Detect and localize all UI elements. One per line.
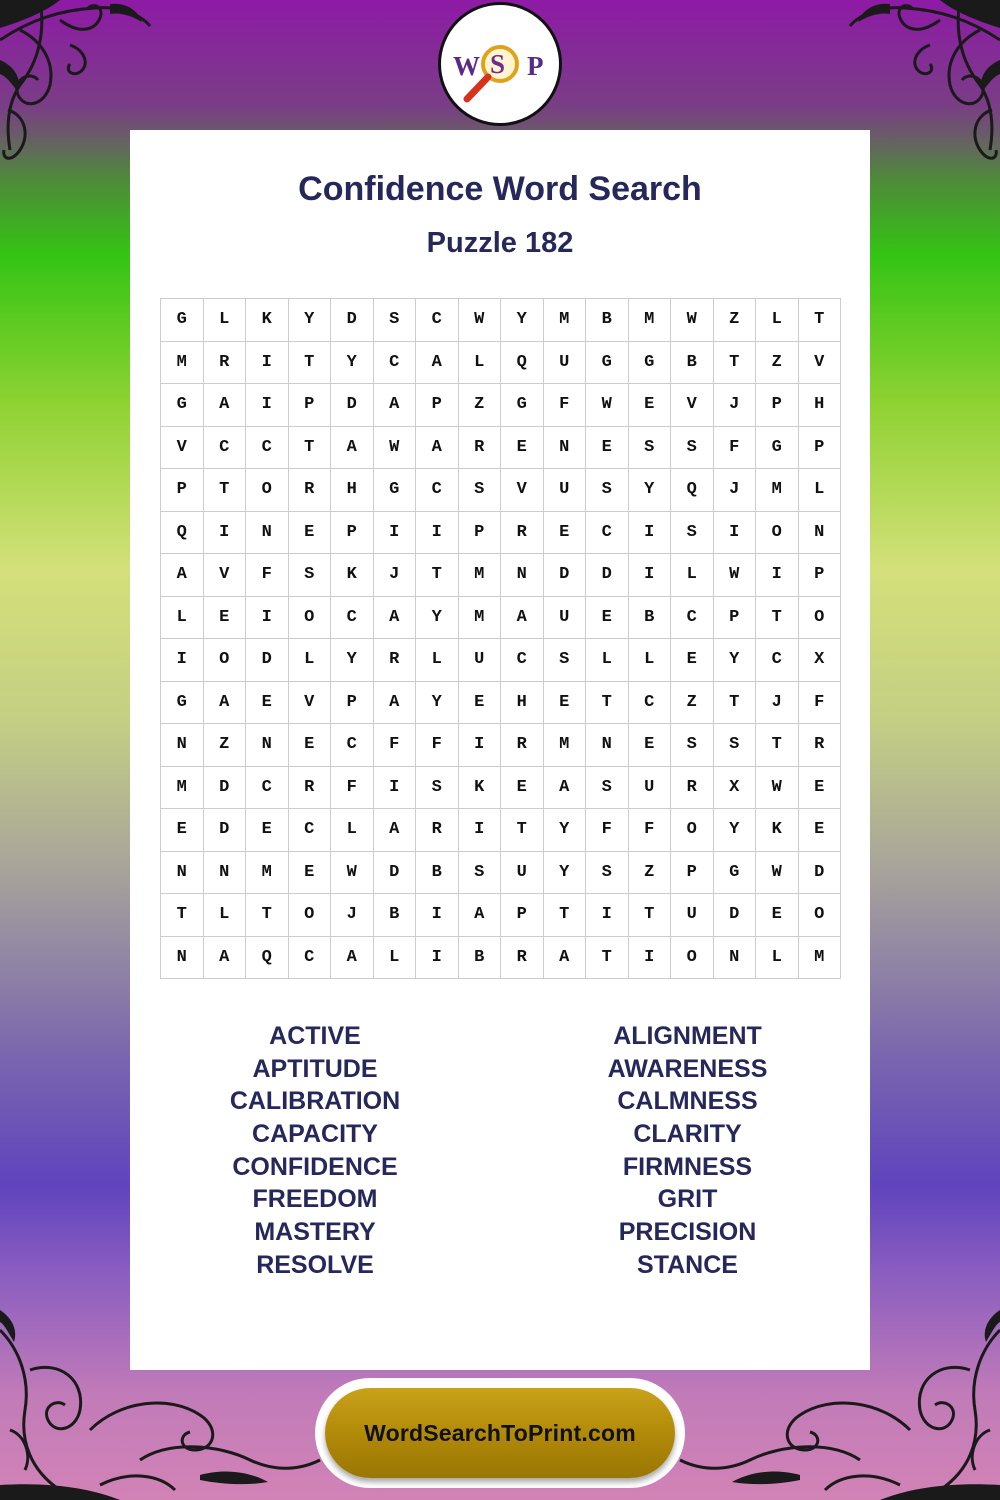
grid-cell[interactable]: I (459, 809, 502, 852)
grid-cell[interactable]: H (799, 384, 842, 427)
word-list-item: CALMNESS (617, 1087, 758, 1116)
grid-cell[interactable]: E (544, 512, 587, 555)
grid-cell[interactable]: T (586, 937, 629, 980)
grid-cell[interactable]: R (799, 724, 842, 767)
grid-cell[interactable]: G (586, 342, 629, 385)
grid-cell[interactable]: Y (544, 809, 587, 852)
grid-cell[interactable]: I (629, 512, 672, 555)
grid-cell[interactable]: Q (246, 937, 289, 980)
grid-cell[interactable]: C (289, 809, 332, 852)
grid-cell[interactable]: E (204, 597, 247, 640)
grid-cell[interactable]: A (204, 384, 247, 427)
grid-cell[interactable]: N (246, 724, 289, 767)
grid-cell[interactable]: T (161, 894, 204, 937)
grid-cell[interactable]: W (714, 554, 757, 597)
word-list-item: RESOLVE (256, 1250, 374, 1279)
grid-cell[interactable]: C (416, 299, 459, 342)
grid-cell[interactable]: S (586, 469, 629, 512)
grid-cell[interactable]: F (629, 809, 672, 852)
grid-cell[interactable]: T (544, 894, 587, 937)
grid-cell[interactable]: I (416, 512, 459, 555)
grid-cell[interactable]: W (331, 852, 374, 895)
grid-cell[interactable]: E (246, 809, 289, 852)
grid-cell[interactable]: D (714, 894, 757, 937)
grid-cell[interactable]: Y (629, 469, 672, 512)
puzzle-title: Confidence Word Search (298, 170, 702, 208)
grid-cell[interactable]: M (629, 299, 672, 342)
grid-cell[interactable]: S (586, 767, 629, 810)
grid-cell[interactable]: G (629, 342, 672, 385)
grid-cell[interactable]: D (374, 852, 417, 895)
grid-cell[interactable]: E (161, 809, 204, 852)
grid-cell[interactable]: I (374, 512, 417, 555)
grid-cell[interactable]: E (756, 894, 799, 937)
grid-cell[interactable]: T (714, 342, 757, 385)
grid-cell[interactable]: D (799, 852, 842, 895)
word-list-item: ALIGNMENT (613, 1022, 762, 1050)
grid-cell[interactable]: T (799, 299, 842, 342)
grid-cell[interactable]: A (374, 682, 417, 725)
grid-cell[interactable]: U (671, 894, 714, 937)
grid-cell[interactable]: S (714, 724, 757, 767)
grid-cell[interactable]: S (459, 852, 502, 895)
grid-cell[interactable]: E (629, 384, 672, 427)
grid-cell[interactable]: F (799, 682, 842, 725)
grid-cell[interactable]: L (289, 639, 332, 682)
grid-cell[interactable]: D (331, 299, 374, 342)
grid-cell[interactable]: U (544, 342, 587, 385)
grid-cell[interactable]: V (671, 384, 714, 427)
grid-cell[interactable]: C (416, 469, 459, 512)
grid-cell[interactable]: Q (501, 342, 544, 385)
grid-cell[interactable]: O (756, 512, 799, 555)
word-list-item: CAPACITY (252, 1120, 378, 1149)
site-link-button[interactable] (325, 1388, 675, 1478)
grid-cell[interactable]: E (799, 809, 842, 852)
grid-cell[interactable]: P (756, 384, 799, 427)
word-list-item: CALIBRATION (229, 1087, 401, 1116)
grid-cell[interactable]: R (204, 342, 247, 385)
grid-cell[interactable]: M (459, 554, 502, 597)
grid-cell[interactable]: A (161, 554, 204, 597)
grid-cell[interactable]: S (671, 512, 714, 555)
grid-cell[interactable]: S (459, 469, 502, 512)
grid-cell[interactable]: I (161, 639, 204, 682)
grid-cell[interactable]: A (416, 427, 459, 470)
logo-letter-w: W (453, 51, 480, 81)
grid-cell[interactable]: S (586, 852, 629, 895)
grid-cell[interactable]: O (799, 597, 842, 640)
grid-cell[interactable]: V (799, 342, 842, 385)
grid-cell[interactable]: I (629, 937, 672, 980)
grid-cell[interactable]: A (374, 809, 417, 852)
logo-letter-s: S (490, 49, 506, 79)
grid-cell[interactable]: P (799, 554, 842, 597)
grid-cell[interactable]: T (289, 342, 332, 385)
grid-cell[interactable]: S (544, 639, 587, 682)
grid-cell[interactable]: A (544, 767, 587, 810)
grid-cell[interactable]: I (629, 554, 672, 597)
grid-cell[interactable]: D (331, 384, 374, 427)
grid-cell[interactable]: E (629, 724, 672, 767)
grid-cell[interactable]: B (416, 852, 459, 895)
grid-cell[interactable]: F (331, 767, 374, 810)
grid-cell[interactable]: I (416, 937, 459, 980)
grid-cell[interactable]: D (204, 809, 247, 852)
grid-cell[interactable]: L (204, 894, 247, 937)
word-list-item: MASTERY (254, 1218, 376, 1247)
grid-cell[interactable]: D (544, 554, 587, 597)
grid-cell[interactable]: S (289, 554, 332, 597)
grid-cell[interactable]: U (501, 852, 544, 895)
grid-cell[interactable]: Y (331, 342, 374, 385)
grid-cell[interactable]: B (586, 299, 629, 342)
grid-cell[interactable]: G (161, 682, 204, 725)
grid-cell[interactable]: F (714, 427, 757, 470)
grid-cell[interactable]: M (246, 852, 289, 895)
grid-cell[interactable]: I (204, 512, 247, 555)
grid-cell[interactable]: L (459, 342, 502, 385)
grid-cell[interactable]: R (289, 469, 332, 512)
grid-cell[interactable]: M (459, 597, 502, 640)
footer-badge (315, 1378, 685, 1488)
grid-cell[interactable]: N (714, 937, 757, 980)
word-list-item: PRECISION (618, 1218, 757, 1247)
grid-cell[interactable]: D (246, 639, 289, 682)
grid-cell[interactable]: U (629, 767, 672, 810)
grid-cell[interactable]: I (586, 894, 629, 937)
grid-cell[interactable]: P (161, 469, 204, 512)
grid-cell[interactable]: O (289, 894, 332, 937)
grid-cell[interactable]: C (204, 427, 247, 470)
grid-cell[interactable]: M (544, 299, 587, 342)
grid-cell[interactable]: E (289, 852, 332, 895)
grid-cell[interactable]: R (289, 767, 332, 810)
grid-cell[interactable]: I (756, 554, 799, 597)
grid-cell[interactable]: T (289, 427, 332, 470)
grid-cell[interactable]: Q (671, 469, 714, 512)
grid-cell[interactable]: M (756, 469, 799, 512)
grid-cell[interactable]: O (246, 469, 289, 512)
grid-cell[interactable]: Z (204, 724, 247, 767)
grid-cell[interactable]: Z (671, 682, 714, 725)
site-url: WordSearchToPrint.com (364, 1419, 636, 1446)
grid-cell[interactable]: T (629, 894, 672, 937)
grid-cell[interactable]: D (586, 554, 629, 597)
grid-cell[interactable]: K (331, 554, 374, 597)
grid-cell[interactable]: U (544, 469, 587, 512)
grid-cell[interactable]: X (714, 767, 757, 810)
grid-cell[interactable]: L (629, 639, 672, 682)
letter-grid[interactable] (160, 298, 841, 979)
grid-cell[interactable]: C (289, 937, 332, 980)
grid-cell[interactable]: N (501, 554, 544, 597)
grid-cell[interactable]: Y (501, 299, 544, 342)
grid-cell[interactable]: T (714, 682, 757, 725)
grid-cell[interactable]: N (161, 852, 204, 895)
grid-cell[interactable]: R (501, 724, 544, 767)
grid-cell[interactable]: J (331, 894, 374, 937)
grid-cell[interactable]: C (756, 639, 799, 682)
grid-cell[interactable]: A (459, 894, 502, 937)
grid-cell[interactable]: K (756, 809, 799, 852)
grid-cell[interactable]: A (374, 597, 417, 640)
grid-cell[interactable]: E (544, 682, 587, 725)
grid-cell[interactable]: C (246, 427, 289, 470)
grid-cell[interactable]: I (714, 512, 757, 555)
word-list-item: FREEDOM (252, 1185, 378, 1214)
grid-cell[interactable]: M (544, 724, 587, 767)
grid-cell[interactable]: V (501, 469, 544, 512)
word-list-item: STANCE (637, 1250, 738, 1279)
grid-cell[interactable]: R (501, 937, 544, 980)
grid-cell[interactable]: K (459, 767, 502, 810)
grid-cell[interactable]: P (714, 597, 757, 640)
grid-cell[interactable]: L (671, 554, 714, 597)
grid-cell[interactable]: I (416, 894, 459, 937)
grid-cell[interactable]: E (459, 682, 502, 725)
grid-cell[interactable]: G (714, 852, 757, 895)
grid-cell[interactable]: P (331, 682, 374, 725)
grid-cell[interactable]: T (416, 554, 459, 597)
grid-cell[interactable]: A (544, 937, 587, 980)
grid-cell[interactable]: V (289, 682, 332, 725)
grid-cell[interactable]: T (501, 809, 544, 852)
grid-cell[interactable]: L (204, 299, 247, 342)
grid-cell[interactable]: O (204, 639, 247, 682)
grid-cell[interactable]: F (374, 724, 417, 767)
grid-cell[interactable]: C (671, 597, 714, 640)
grid-cell[interactable]: Z (714, 299, 757, 342)
grid-cell[interactable]: W (459, 299, 502, 342)
word-list-item: FIRMNESS (622, 1152, 753, 1181)
grid-cell[interactable]: J (374, 554, 417, 597)
grid-cell[interactable]: F (586, 809, 629, 852)
grid-cell[interactable]: F (246, 554, 289, 597)
grid-cell[interactable]: I (459, 724, 502, 767)
grid-cell[interactable]: C (331, 597, 374, 640)
grid-cell[interactable]: M (799, 937, 842, 980)
grid-cell[interactable]: T (246, 894, 289, 937)
grid-cell[interactable]: C (586, 512, 629, 555)
grid-cell[interactable]: S (374, 299, 417, 342)
grid-cell[interactable]: M (161, 767, 204, 810)
grid-cell[interactable]: B (374, 894, 417, 937)
grid-cell[interactable]: H (331, 469, 374, 512)
grid-cell[interactable]: C (246, 767, 289, 810)
grid-cell[interactable]: W (756, 852, 799, 895)
grid-cell[interactable]: G (501, 384, 544, 427)
grid-cell[interactable]: O (799, 894, 842, 937)
grid-cell[interactable]: T (756, 597, 799, 640)
grid-cell[interactable]: Y (289, 299, 332, 342)
grid-cell[interactable]: Y (416, 682, 459, 725)
grid-cell[interactable]: E (799, 767, 842, 810)
grid-cell[interactable]: I (246, 597, 289, 640)
grid-cell[interactable]: P (289, 384, 332, 427)
grid-cell[interactable]: H (501, 682, 544, 725)
word-list-item: ACTIVE (269, 1022, 361, 1050)
grid-cell[interactable]: S (671, 427, 714, 470)
word-list-item: CONFIDENCE (232, 1152, 398, 1181)
grid-cell[interactable]: N (161, 724, 204, 767)
grid-cell[interactable]: T (204, 469, 247, 512)
grid-cell[interactable]: Z (459, 384, 502, 427)
grid-cell[interactable]: E (586, 427, 629, 470)
grid-cell[interactable]: E (246, 682, 289, 725)
grid-cell[interactable]: E (586, 597, 629, 640)
grid-cell[interactable]: F (416, 724, 459, 767)
grid-cell[interactable]: B (671, 342, 714, 385)
grid-cell[interactable]: Q (161, 512, 204, 555)
grid-cell[interactable]: L (161, 597, 204, 640)
grid-cell[interactable]: E (501, 427, 544, 470)
grid-cell[interactable]: I (374, 767, 417, 810)
grid-cell[interactable]: P (501, 894, 544, 937)
grid-cell[interactable]: A (416, 342, 459, 385)
word-list-item: APTITUDE (252, 1054, 378, 1083)
grid-cell[interactable]: J (714, 384, 757, 427)
grid-cell[interactable]: A (204, 682, 247, 725)
grid-cell[interactable]: I (246, 384, 289, 427)
grid-cell[interactable]: O (671, 937, 714, 980)
grid-cell[interactable]: V (161, 427, 204, 470)
grid-cell[interactable]: J (714, 469, 757, 512)
grid-cell[interactable]: L (756, 937, 799, 980)
grid-cell[interactable]: Y (544, 852, 587, 895)
grid-cell[interactable]: W (374, 427, 417, 470)
grid-cell[interactable]: E (501, 767, 544, 810)
grid-cell[interactable]: Y (416, 597, 459, 640)
grid-cell[interactable]: Y (714, 809, 757, 852)
grid-cell[interactable]: P (799, 427, 842, 470)
grid-cell[interactable]: L (756, 299, 799, 342)
grid-cell[interactable]: O (289, 597, 332, 640)
grid-cell[interactable]: R (416, 809, 459, 852)
grid-cell[interactable]: E (671, 639, 714, 682)
grid-cell[interactable]: W (586, 384, 629, 427)
grid-cell[interactable]: Z (629, 852, 672, 895)
grid-cell[interactable]: G (161, 384, 204, 427)
grid-cell[interactable]: S (629, 427, 672, 470)
grid-cell[interactable]: I (246, 342, 289, 385)
grid-cell[interactable]: P (459, 512, 502, 555)
grid-cell[interactable]: G (756, 427, 799, 470)
grid-cell[interactable]: C (629, 682, 672, 725)
grid-cell[interactable]: N (246, 512, 289, 555)
grid-cell[interactable]: R (374, 639, 417, 682)
grid-cell[interactable]: N (799, 512, 842, 555)
site-logo[interactable] (438, 2, 562, 126)
grid-cell[interactable]: N (161, 937, 204, 980)
grid-cell[interactable]: C (501, 639, 544, 682)
grid-cell[interactable]: A (204, 937, 247, 980)
puzzle-number: Puzzle 182 (426, 227, 574, 259)
grid-cell[interactable]: T (586, 682, 629, 725)
grid-cell[interactable]: A (331, 937, 374, 980)
word-list-left (130, 1020, 500, 1282)
grid-cell[interactable]: D (204, 767, 247, 810)
word-list-item: GRIT (657, 1185, 718, 1214)
grid-cell[interactable]: R (501, 512, 544, 555)
grid-cell[interactable]: Y (714, 639, 757, 682)
grid-cell[interactable]: S (416, 767, 459, 810)
grid-cell[interactable]: M (161, 342, 204, 385)
grid-cell[interactable]: O (671, 809, 714, 852)
grid-cell[interactable]: F (544, 384, 587, 427)
grid-cell[interactable]: A (331, 427, 374, 470)
puzzle-card (130, 130, 870, 1370)
grid-cell[interactable]: L (799, 469, 842, 512)
grid-cell[interactable]: U (544, 597, 587, 640)
grid-cell[interactable]: K (246, 299, 289, 342)
grid-cell[interactable]: C (331, 724, 374, 767)
grid-cell[interactable]: Y (331, 639, 374, 682)
grid-cell[interactable]: L (416, 639, 459, 682)
word-list-right (500, 1020, 875, 1282)
logo-letter-p: P (527, 51, 544, 81)
grid-cell[interactable]: B (629, 597, 672, 640)
grid-cell[interactable]: V (204, 554, 247, 597)
grid-cell[interactable]: G (161, 299, 204, 342)
word-list-item: CLARITY (633, 1120, 742, 1149)
grid-cell[interactable]: B (459, 937, 502, 980)
grid-cell[interactable]: R (459, 427, 502, 470)
grid-cell[interactable]: N (204, 852, 247, 895)
grid-cell[interactable]: P (671, 852, 714, 895)
grid-cell[interactable]: T (756, 724, 799, 767)
grid-cell[interactable]: S (671, 724, 714, 767)
grid-cell[interactable]: N (586, 724, 629, 767)
grid-cell[interactable]: U (459, 639, 502, 682)
grid-cell[interactable]: W (756, 767, 799, 810)
grid-cell[interactable]: P (331, 512, 374, 555)
grid-cell[interactable]: A (501, 597, 544, 640)
grid-cell[interactable]: L (331, 809, 374, 852)
grid-cell[interactable]: E (289, 512, 332, 555)
grid-cell[interactable]: L (586, 639, 629, 682)
grid-cell[interactable]: N (544, 427, 587, 470)
grid-cell[interactable]: P (416, 384, 459, 427)
grid-cell[interactable]: C (374, 342, 417, 385)
grid-cell[interactable]: X (799, 639, 842, 682)
word-list-item: AWARENESS (607, 1054, 768, 1083)
grid-cell[interactable]: W (671, 299, 714, 342)
grid-cell[interactable]: A (374, 384, 417, 427)
grid-cell[interactable]: G (374, 469, 417, 512)
grid-cell[interactable]: Z (756, 342, 799, 385)
grid-cell[interactable]: J (756, 682, 799, 725)
grid-cell[interactable]: L (374, 937, 417, 980)
grid-cell[interactable]: E (289, 724, 332, 767)
grid-cell[interactable]: R (671, 767, 714, 810)
